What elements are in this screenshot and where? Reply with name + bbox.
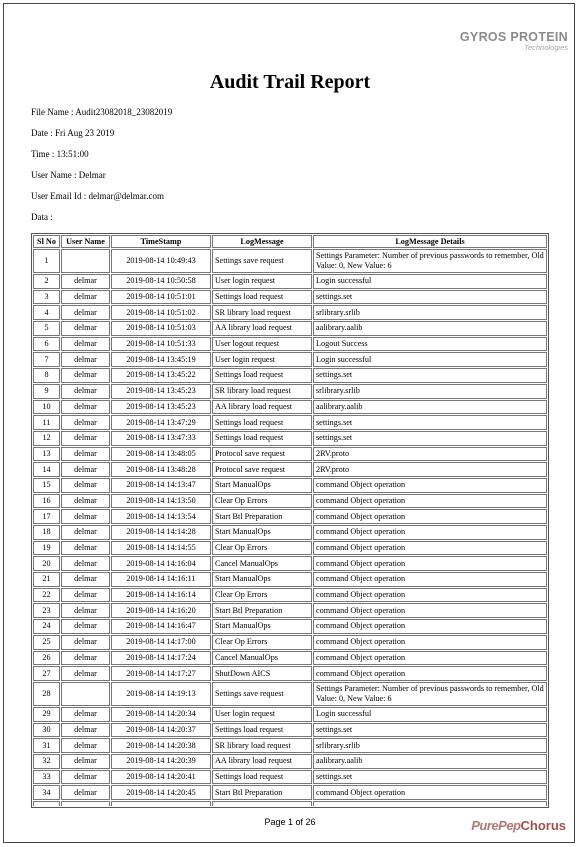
cell-log-message-details: command Object operation <box>313 603 547 618</box>
cell-log-message-details: command Object operation <box>313 785 547 800</box>
cell-sl-no: 34 <box>33 785 60 800</box>
cell-log-message: User login request <box>212 352 312 367</box>
cell-timestamp: 2019-08-14 13:47:33 <box>111 431 211 446</box>
cell-log-message: Start Btl Preparation <box>212 603 312 618</box>
cell-log-message-details: srlibrary.srlib <box>313 305 547 320</box>
table-row-continued <box>33 801 547 806</box>
empty-cell <box>212 801 312 806</box>
table-row <box>33 556 547 571</box>
cell-log-message-details: command Object operation <box>313 478 547 493</box>
cell-user-name: delmar <box>61 290 110 305</box>
table-row <box>33 509 547 524</box>
cell-log-message: Clear Op Errors <box>212 494 312 509</box>
cell-sl-no: 11 <box>33 415 60 430</box>
table-row <box>33 415 547 430</box>
cell-user-name: delmar <box>61 651 110 666</box>
cell-log-message-details: command Object operation <box>313 635 547 650</box>
page-number: Page 1 of 26 <box>264 817 316 827</box>
cell-log-message-details: command Object operation <box>313 525 547 540</box>
cell-sl-no: 8 <box>33 368 60 383</box>
logo-purepep-text: PurePep <box>471 818 521 833</box>
cell-log-message-details: command Object operation <box>313 541 547 556</box>
cell-user-name: delmar <box>61 368 110 383</box>
cell-timestamp: 2019-08-14 14:20:39 <box>111 754 211 769</box>
cell-user-name <box>61 682 110 706</box>
cell-timestamp: 2019-08-14 14:13:54 <box>111 509 211 524</box>
cell-sl-no: 17 <box>33 509 60 524</box>
cell-log-message-details: srlibrary.srlib <box>313 384 547 399</box>
table-row <box>33 290 547 305</box>
cell-user-name: delmar <box>61 785 110 800</box>
cell-log-message-details: 2RV.proto <box>313 447 547 462</box>
cell-log-message: Settings save request <box>212 682 312 706</box>
cell-sl-no: 27 <box>33 666 60 681</box>
cell-sl-no: 25 <box>33 635 60 650</box>
cell-sl-no: 30 <box>33 723 60 738</box>
table-row <box>33 707 547 722</box>
cell-log-message: AA library load request <box>212 400 312 415</box>
cell-user-name: delmar <box>61 462 110 477</box>
logo-company-name: GYROS PROTEIN <box>459 30 568 44</box>
cell-sl-no: 12 <box>33 431 60 446</box>
cell-timestamp: 2019-08-14 13:45:22 <box>111 368 211 383</box>
cell-timestamp: 2019-08-14 13:48:28 <box>111 462 211 477</box>
cell-log-message-details: command Object operation <box>313 509 547 524</box>
cell-timestamp: 2019-08-14 13:45:23 <box>111 400 211 415</box>
cell-log-message-details: srlibrary.srlib <box>313 738 547 753</box>
cell-user-name: delmar <box>61 478 110 493</box>
cell-user-name: delmar <box>61 588 110 603</box>
cell-log-message: Cancel ManualOps <box>212 556 312 571</box>
cell-log-message-details: command Object operation <box>313 494 547 509</box>
cell-log-message: Start Btl Preparation <box>212 785 312 800</box>
cell-timestamp: 2019-08-14 14:17:27 <box>111 666 211 681</box>
cell-user-name: delmar <box>61 619 110 634</box>
empty-cell <box>61 801 110 806</box>
table-row <box>33 651 547 666</box>
cell-user-name: delmar <box>61 666 110 681</box>
cell-user-name: delmar <box>61 415 110 430</box>
table-row <box>33 494 547 509</box>
cell-user-name: delmar <box>61 770 110 785</box>
cell-user-name <box>61 249 110 273</box>
cell-timestamp: 2019-08-14 14:17:24 <box>111 651 211 666</box>
gyros-protein-logo <box>460 30 568 52</box>
table-row <box>33 337 547 352</box>
cell-log-message-details: settings.set <box>313 415 547 430</box>
cell-log-message: Clear Op Errors <box>212 588 312 603</box>
cell-log-message-details: settings.set <box>313 770 547 785</box>
cell-user-name: delmar <box>61 274 110 289</box>
cell-log-message: User login request <box>212 274 312 289</box>
cell-log-message: Clear Op Errors <box>212 541 312 556</box>
table-header-row <box>33 235 547 248</box>
cell-log-message: Protocol save request <box>212 462 312 477</box>
table-row <box>33 274 547 289</box>
cell-user-name: delmar <box>61 556 110 571</box>
cell-timestamp: 2019-08-14 10:51:33 <box>111 337 211 352</box>
cell-sl-no: 21 <box>33 572 60 587</box>
table-row <box>33 572 547 587</box>
cell-log-message-details: command Object operation <box>313 666 547 681</box>
cell-log-message: Start ManualOps <box>212 619 312 634</box>
cell-log-message: User login request <box>212 707 312 722</box>
table-row <box>33 400 547 415</box>
cell-user-name: delmar <box>61 431 110 446</box>
cell-sl-no: 14 <box>33 462 60 477</box>
cell-sl-no: 3 <box>33 290 60 305</box>
cell-log-message: SR library load request <box>212 384 312 399</box>
table-body <box>33 249 547 806</box>
cell-log-message-details: aalibrary.aalib <box>313 754 547 769</box>
cell-timestamp: 2019-08-14 14:16:20 <box>111 603 211 618</box>
cell-timestamp: 2019-08-14 10:51:01 <box>111 290 211 305</box>
table-row <box>33 603 547 618</box>
user-email-label: User Email Id : delmar@delmar.com <box>31 191 164 201</box>
cell-user-name: delmar <box>61 305 110 320</box>
cell-log-message: Protocol save request <box>212 447 312 462</box>
cell-timestamp: 2019-08-14 10:51:03 <box>111 321 211 336</box>
cell-log-message-details: Login successful <box>313 352 547 367</box>
cell-log-message-details: settings.set <box>313 290 547 305</box>
cell-sl-no: 33 <box>33 770 60 785</box>
cell-log-message-details: Logout Success <box>313 337 547 352</box>
cell-timestamp: 2019-08-14 13:45:23 <box>111 384 211 399</box>
time-label: Time : 13:51:00 <box>31 149 89 159</box>
cell-timestamp: 2019-08-14 14:17:00 <box>111 635 211 650</box>
cell-sl-no: 23 <box>33 603 60 618</box>
cell-user-name: delmar <box>61 572 110 587</box>
cell-user-name: delmar <box>61 384 110 399</box>
cell-log-message-details: aalibrary.aalib <box>313 321 547 336</box>
cell-sl-no: 15 <box>33 478 60 493</box>
cell-sl-no: 9 <box>33 384 60 399</box>
column-header-user-name: User Name <box>61 235 110 248</box>
cell-log-message: Settings save request <box>212 249 312 273</box>
table-row <box>33 682 547 706</box>
user-name-label: User Name : Delmar <box>31 170 106 180</box>
cell-sl-no: 4 <box>33 305 60 320</box>
cell-log-message: Cancel ManualOps <box>212 651 312 666</box>
cell-log-message-details: command Object operation <box>313 556 547 571</box>
cell-log-message-details: Login successful <box>313 707 547 722</box>
table-row <box>33 588 547 603</box>
data-label: Data : <box>31 212 53 222</box>
cell-timestamp: 2019-08-14 14:13:50 <box>111 494 211 509</box>
empty-cell <box>111 801 211 806</box>
cell-sl-no: 18 <box>33 525 60 540</box>
cell-sl-no: 28 <box>33 682 60 706</box>
table-row <box>33 447 547 462</box>
table-row <box>33 431 547 446</box>
cell-log-message: Settings load request <box>212 368 312 383</box>
cell-sl-no: 19 <box>33 541 60 556</box>
table-row <box>33 321 547 336</box>
cell-user-name: delmar <box>61 509 110 524</box>
cell-timestamp: 2019-08-14 14:20:41 <box>111 770 211 785</box>
cell-log-message-details: Settings Parameter: Number of previous passwords to remember, Old Value: 0, New Value: 6 <box>313 682 547 706</box>
empty-cell <box>313 801 547 806</box>
cell-timestamp: 2019-08-14 14:19:13 <box>111 682 211 706</box>
table-row <box>33 666 547 681</box>
cell-log-message-details: command Object operation <box>313 651 547 666</box>
cell-log-message: Start ManualOps <box>212 525 312 540</box>
table-row <box>33 738 547 753</box>
date-label: Date : Fri Aug 23 2019 <box>31 128 115 138</box>
cell-timestamp: 2019-08-14 14:16:11 <box>111 572 211 587</box>
cell-timestamp: 2019-08-14 14:13:47 <box>111 478 211 493</box>
table-row <box>33 384 547 399</box>
table-row <box>33 785 547 800</box>
table-row <box>33 619 547 634</box>
cell-log-message: AA library load request <box>212 321 312 336</box>
report-title: Audit Trail Report <box>209 71 371 93</box>
cell-sl-no: 31 <box>33 738 60 753</box>
cell-user-name: delmar <box>61 352 110 367</box>
cell-log-message: Start ManualOps <box>212 572 312 587</box>
cell-user-name: delmar <box>61 723 110 738</box>
cell-sl-no: 20 <box>33 556 60 571</box>
cell-log-message-details: command Object operation <box>313 572 547 587</box>
cell-log-message: Settings load request <box>212 723 312 738</box>
cell-sl-no: 7 <box>33 352 60 367</box>
table-row <box>33 368 547 383</box>
cell-log-message-details: 2RV.proto <box>313 462 547 477</box>
purepep-chorus-logo <box>471 818 566 833</box>
cell-user-name: delmar <box>61 603 110 618</box>
cell-sl-no: 24 <box>33 619 60 634</box>
cell-user-name: delmar <box>61 525 110 540</box>
cell-timestamp: 2019-08-14 14:20:37 <box>111 723 211 738</box>
cell-timestamp: 2019-08-14 10:51:02 <box>111 305 211 320</box>
cell-log-message: Start Btl Preparation <box>212 509 312 524</box>
cell-timestamp: 2019-08-14 10:50:58 <box>111 274 211 289</box>
column-header-log-message: LogMessage <box>212 235 312 248</box>
table-row <box>33 249 547 273</box>
cell-log-message: Start ManualOps <box>212 478 312 493</box>
cell-log-message-details: aalibrary.aalib <box>313 400 547 415</box>
cell-timestamp: 2019-08-14 14:20:38 <box>111 738 211 753</box>
cell-user-name: delmar <box>61 541 110 556</box>
cell-log-message-details: command Object operation <box>313 588 547 603</box>
cell-user-name: delmar <box>61 337 110 352</box>
cell-timestamp: 2019-08-14 14:20:34 <box>111 707 211 722</box>
empty-cell <box>33 801 60 806</box>
audit-log-table <box>31 233 549 808</box>
cell-log-message: User logout request <box>212 337 312 352</box>
table-row <box>33 541 547 556</box>
cell-user-name: delmar <box>61 635 110 650</box>
cell-timestamp: 2019-08-14 10:49:43 <box>111 249 211 273</box>
cell-log-message-details: Login successful <box>313 274 547 289</box>
cell-log-message-details: settings.set <box>313 368 547 383</box>
cell-timestamp: 2019-08-14 13:45:19 <box>111 352 211 367</box>
cell-log-message: AA library load request <box>212 754 312 769</box>
cell-user-name: delmar <box>61 738 110 753</box>
cell-log-message: Settings load request <box>212 770 312 785</box>
cell-timestamp: 2019-08-14 14:14:55 <box>111 541 211 556</box>
cell-sl-no: 26 <box>33 651 60 666</box>
table-row <box>33 462 547 477</box>
cell-log-message-details: settings.set <box>313 431 547 446</box>
column-header-log-message-details: LogMessage Details <box>313 235 547 248</box>
cell-sl-no: 1 <box>33 249 60 273</box>
cell-user-name: delmar <box>61 447 110 462</box>
cell-log-message: Settings load request <box>212 415 312 430</box>
cell-timestamp: 2019-08-14 14:16:14 <box>111 588 211 603</box>
cell-user-name: delmar <box>61 321 110 336</box>
cell-log-message: ShutDown AICS <box>212 666 312 681</box>
cell-timestamp: 2019-08-14 13:48:05 <box>111 447 211 462</box>
table-row <box>33 352 547 367</box>
cell-user-name: delmar <box>61 400 110 415</box>
cell-sl-no: 10 <box>33 400 60 415</box>
cell-log-message-details: settings.set <box>313 723 547 738</box>
table-row <box>33 635 547 650</box>
table-row <box>33 754 547 769</box>
cell-sl-no: 2 <box>33 274 60 289</box>
cell-log-message: Settings load request <box>212 431 312 446</box>
logo-chorus-text: Chorus <box>520 818 566 833</box>
column-header-timestamp: TimeStamp <box>111 235 211 248</box>
cell-sl-no: 6 <box>33 337 60 352</box>
cell-user-name: delmar <box>61 754 110 769</box>
column-header-sl-no: Sl No <box>33 235 60 248</box>
cell-timestamp: 2019-08-14 14:20:45 <box>111 785 211 800</box>
cell-log-message: Clear Op Errors <box>212 635 312 650</box>
cell-log-message-details: Settings Parameter: Number of previous passwords to remember, Old Value: 0, New Value: 6 <box>313 249 547 273</box>
cell-user-name: delmar <box>61 494 110 509</box>
cell-timestamp: 2019-08-14 14:16:04 <box>111 556 211 571</box>
file-name-label: File Name : Audit23082018_23082019 <box>31 107 173 117</box>
table-row <box>33 770 547 785</box>
table-row <box>33 305 547 320</box>
cell-user-name: delmar <box>61 707 110 722</box>
cell-timestamp: 2019-08-14 13:47:29 <box>111 415 211 430</box>
cell-log-message: SR library load request <box>212 305 312 320</box>
table-row <box>33 478 547 493</box>
cell-sl-no: 29 <box>33 707 60 722</box>
cell-timestamp: 2019-08-14 14:14:28 <box>111 525 211 540</box>
cell-sl-no: 32 <box>33 754 60 769</box>
table-row <box>33 723 547 738</box>
cell-sl-no: 13 <box>33 447 60 462</box>
cell-timestamp: 2019-08-14 14:16:47 <box>111 619 211 634</box>
cell-log-message: SR library load request <box>212 738 312 753</box>
cell-sl-no: 16 <box>33 494 60 509</box>
table-row <box>33 525 547 540</box>
cell-log-message-details: command Object operation <box>313 619 547 634</box>
logo-company-subtitle: Technologies <box>524 43 568 52</box>
cell-sl-no: 22 <box>33 588 60 603</box>
cell-log-message: Settings load request <box>212 290 312 305</box>
cell-sl-no: 5 <box>33 321 60 336</box>
